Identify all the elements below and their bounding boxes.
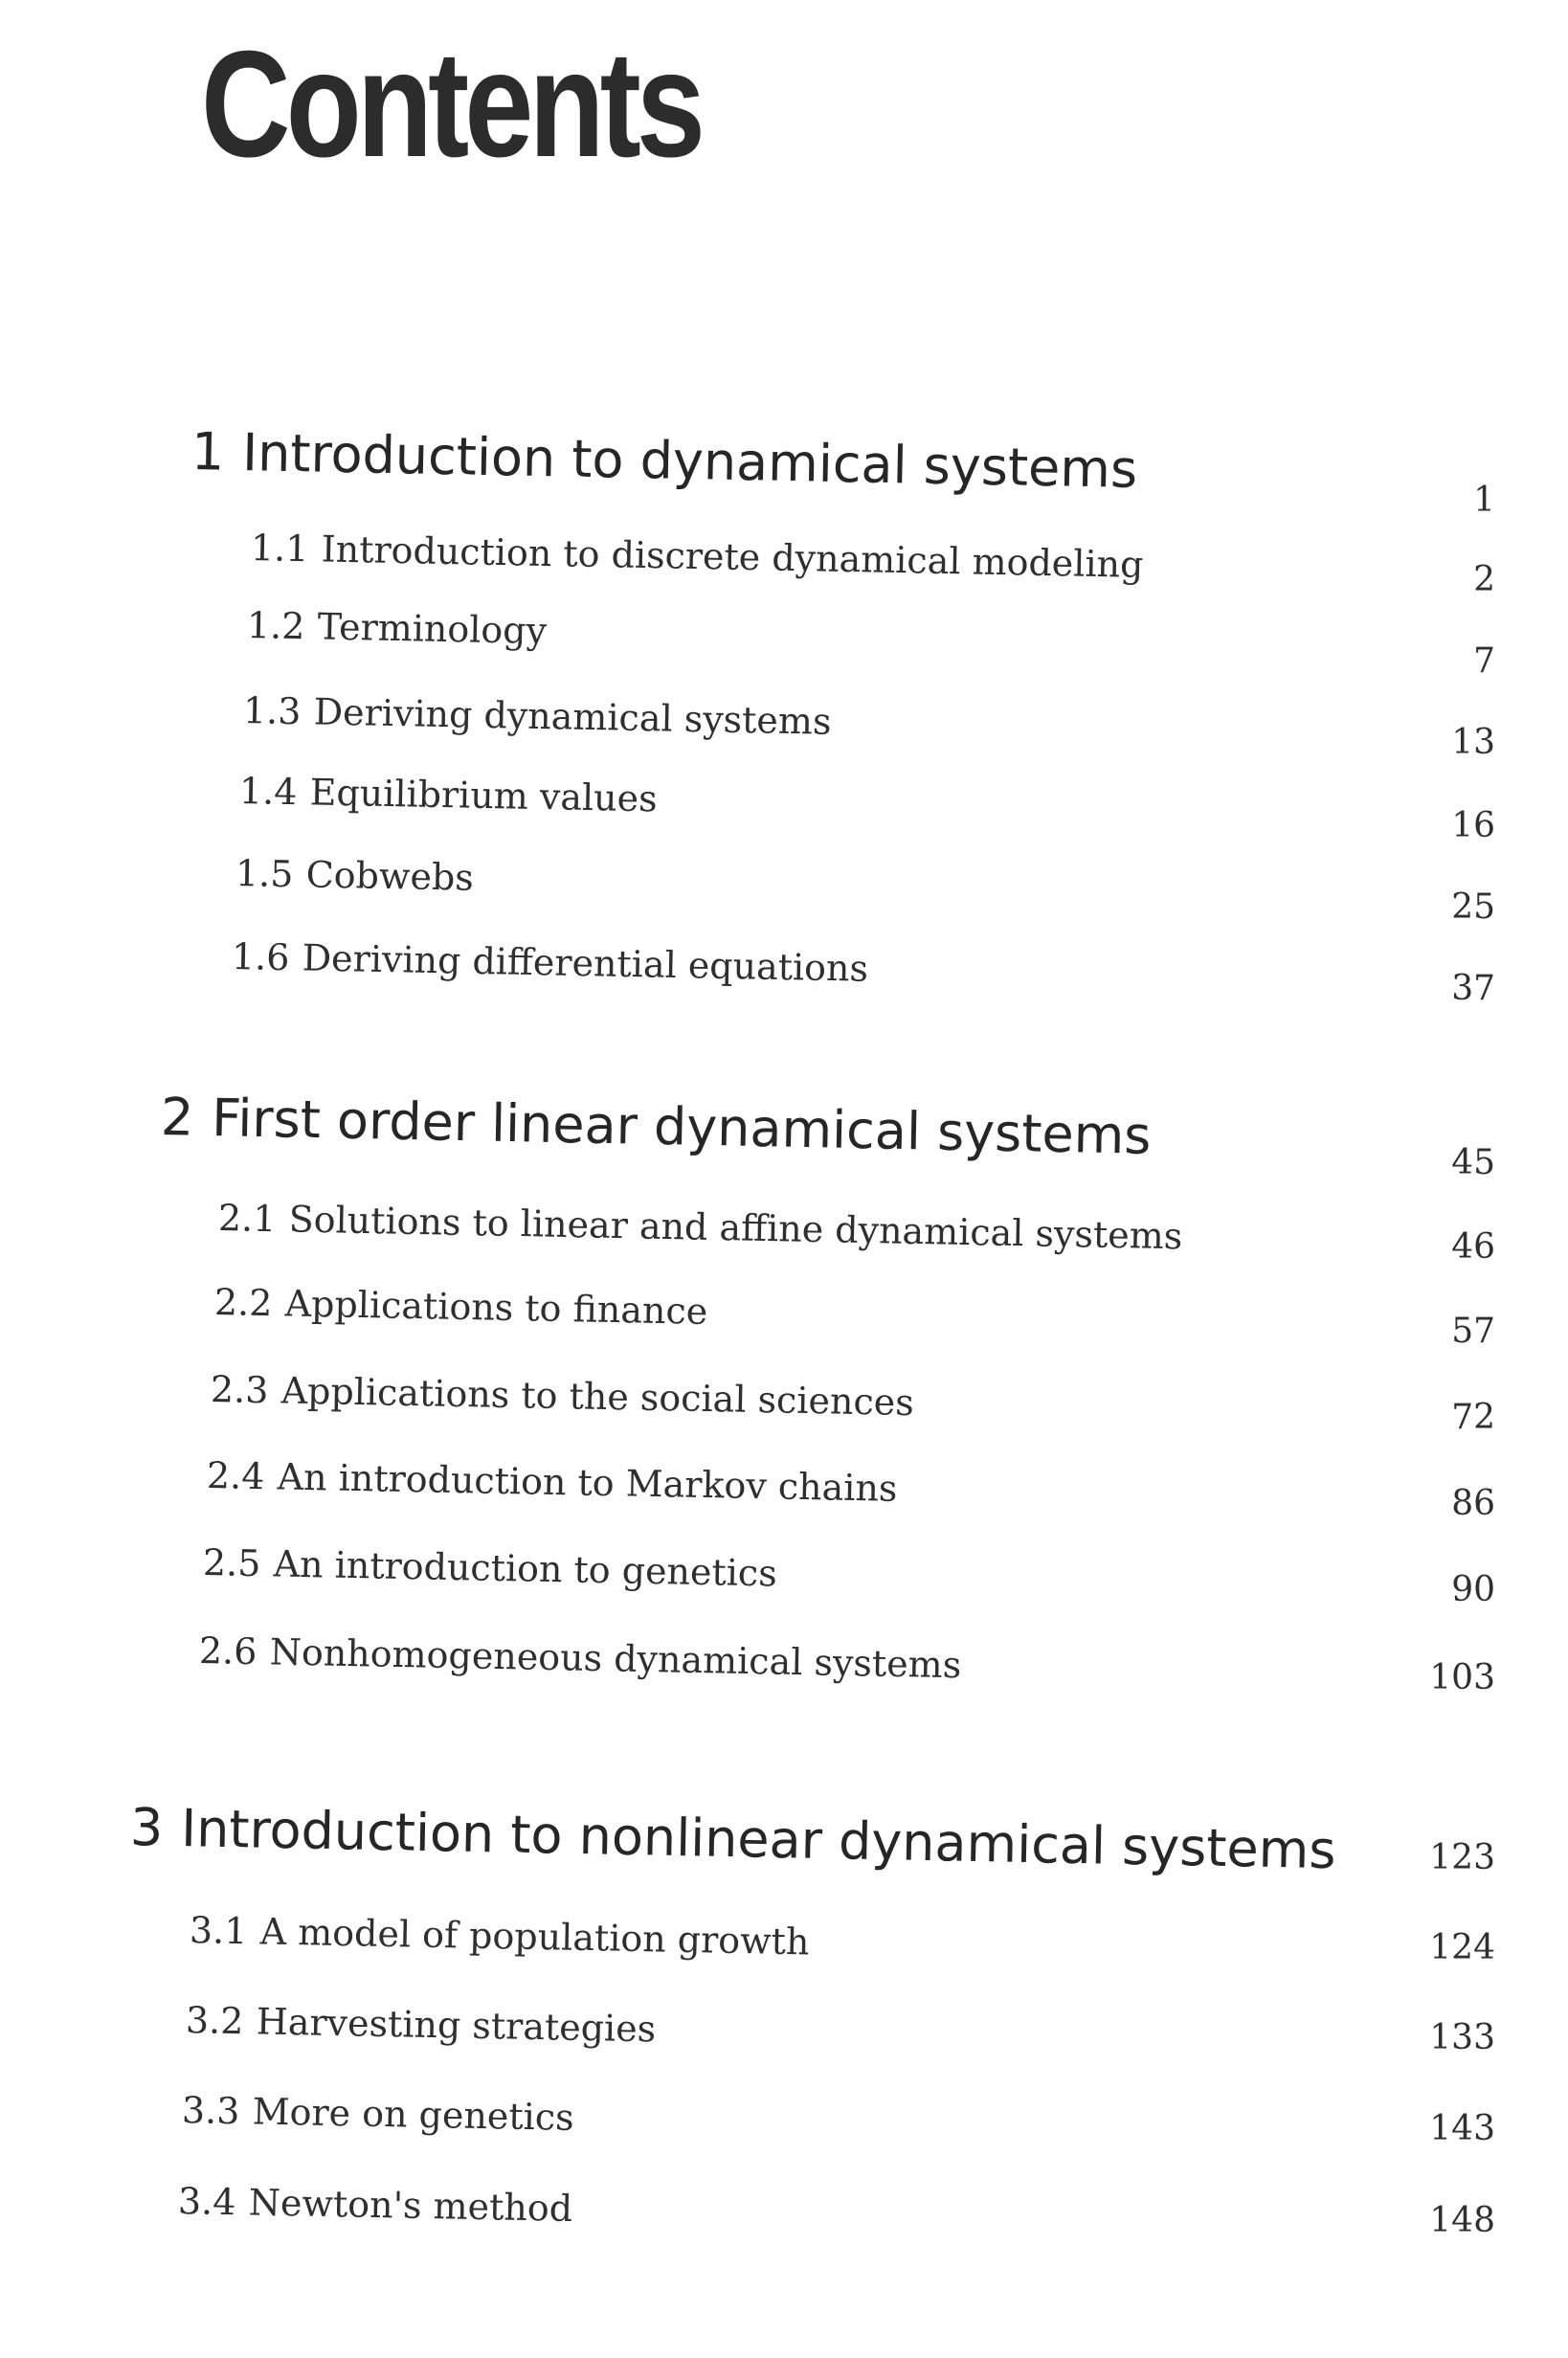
chapter-heading[interactable] — [190, 421, 1138, 500]
section-entry[interactable] — [177, 2180, 573, 2230]
chapter-page-number: 1 — [1473, 481, 1495, 520]
section-number: 3.1 — [189, 1909, 248, 1953]
section-entry[interactable] — [181, 2089, 575, 2139]
section-number: 3.4 — [177, 2180, 236, 2224]
section-entry[interactable] — [202, 1541, 778, 1595]
section-number: 2.2 — [213, 1281, 273, 1325]
chapter-title: First order linear dynamical systems — [211, 1088, 1153, 1166]
section-entry[interactable] — [189, 1909, 810, 1964]
section-title: Equilibrium values — [309, 771, 659, 820]
section-entry[interactable] — [206, 1454, 898, 1510]
section-title: Deriving differential equations — [302, 936, 869, 990]
section-page-number: 124 — [1429, 1928, 1495, 1967]
chapter-number: 2 — [160, 1087, 194, 1148]
section-number: 2.1 — [217, 1197, 277, 1241]
section-title: Applications to the social sciences — [280, 1369, 915, 1425]
chapter-title: Introduction to dynamical systems — [241, 422, 1138, 500]
section-page-number: 90 — [1451, 1570, 1495, 1609]
chapter-page-number: 45 — [1451, 1143, 1495, 1182]
section-number: 3.2 — [185, 1999, 244, 2043]
section-entry[interactable] — [198, 1629, 962, 1687]
section-title: More on genetics — [252, 2090, 575, 2139]
section-entry[interactable] — [250, 527, 1144, 586]
section-page-number: 57 — [1451, 1312, 1495, 1351]
section-title: Newton's method — [248, 2181, 573, 2230]
section-entry[interactable] — [217, 1197, 1183, 1258]
section-title: Terminology — [317, 605, 548, 653]
section-page-number: 25 — [1451, 887, 1495, 927]
chapter-heading[interactable] — [129, 1797, 1337, 1881]
section-number: 2.4 — [206, 1454, 265, 1498]
section-page-number: 148 — [1429, 2201, 1495, 2240]
section-title: Deriving dynamical systems — [313, 690, 832, 743]
section-title: Cobwebs — [305, 853, 475, 899]
section-number: 1.5 — [235, 852, 294, 896]
chapter-page-number: 123 — [1429, 1838, 1495, 1877]
section-number: 1.6 — [231, 935, 290, 979]
section-title: An introduction to genetics — [273, 1542, 778, 1595]
section-number: 2.3 — [210, 1368, 269, 1412]
section-number: 3.3 — [181, 2089, 240, 2133]
section-page-number: 143 — [1429, 2109, 1495, 2148]
section-title: Applications to finance — [284, 1282, 708, 1333]
section-title: Solutions to linear and affine dynamical systems — [288, 1198, 1183, 1258]
section-number: 1.4 — [238, 770, 298, 814]
section-title: Harvesting strategies — [256, 2000, 657, 2051]
section-number: 1.2 — [246, 604, 305, 648]
section-page-number: 86 — [1451, 1484, 1495, 1523]
section-page-number: 37 — [1451, 969, 1495, 1008]
section-page-number: 7 — [1473, 641, 1495, 681]
page-title: Contents — [201, 20, 702, 189]
section-title: An introduction to Markov chains — [277, 1455, 898, 1510]
section-entry[interactable] — [231, 935, 869, 990]
section-page-number: 133 — [1429, 2018, 1495, 2057]
section-number: 1.3 — [242, 689, 302, 733]
section-entry[interactable] — [210, 1368, 915, 1425]
section-page-number: 72 — [1451, 1398, 1495, 1437]
section-entry[interactable] — [238, 770, 659, 820]
section-number: 1.1 — [250, 527, 309, 571]
chapter-heading[interactable] — [160, 1087, 1153, 1166]
chapter-title: Introduction to nonlinear dynamical systems — [180, 1798, 1337, 1881]
section-page-number: 103 — [1429, 1658, 1495, 1697]
section-entry[interactable] — [246, 604, 548, 653]
section-entry[interactable] — [213, 1281, 708, 1333]
section-page-number: 16 — [1451, 806, 1495, 845]
section-page-number: 13 — [1451, 723, 1495, 762]
section-title: Nonhomogeneous dynamical systems — [269, 1630, 962, 1687]
section-page-number: 2 — [1473, 560, 1495, 599]
section-title: A model of population growth — [259, 1910, 810, 1964]
section-page-number: 46 — [1451, 1227, 1495, 1267]
chapter-number: 3 — [129, 1797, 164, 1858]
section-title: Introduction to discrete dynamical modeling — [321, 528, 1144, 586]
section-entry[interactable] — [235, 852, 475, 899]
chapter-number: 1 — [190, 421, 225, 483]
section-number: 2.6 — [198, 1629, 258, 1673]
section-number: 2.5 — [202, 1541, 261, 1585]
section-entry[interactable] — [185, 1999, 657, 2051]
section-entry[interactable] — [242, 689, 832, 743]
